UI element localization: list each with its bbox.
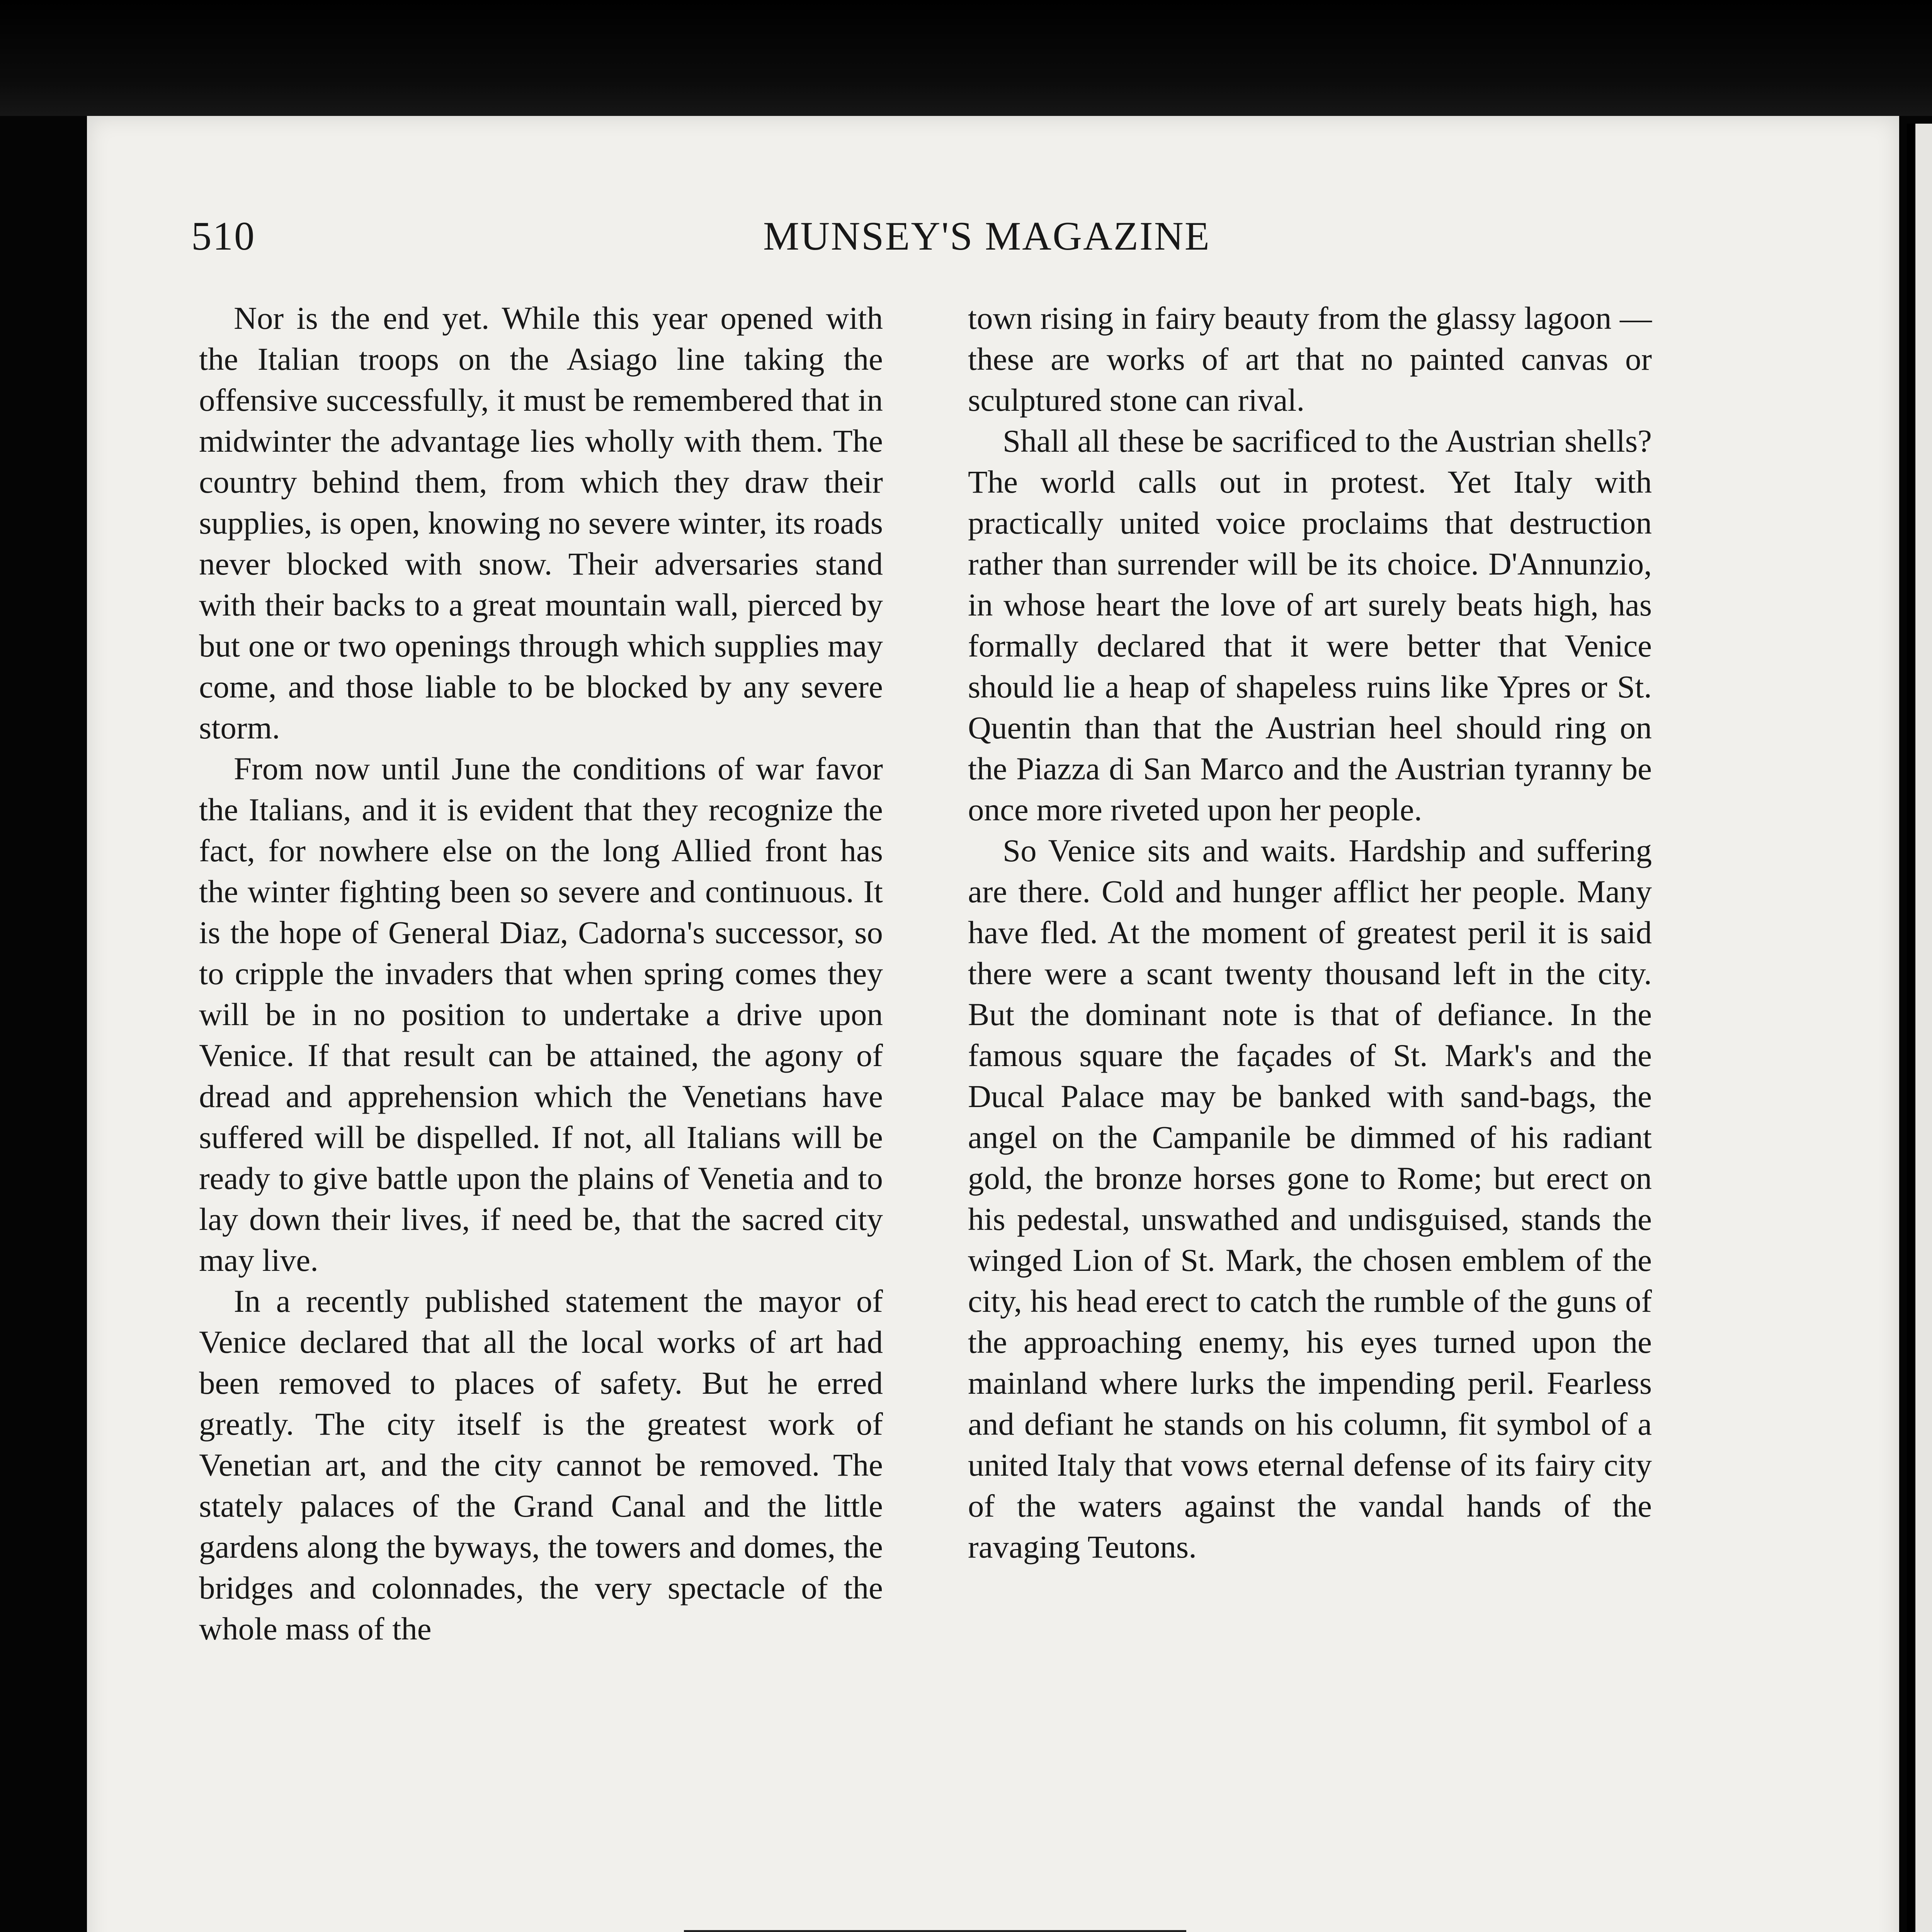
- magazine-title: MUNSEY'S MAGAZINE: [763, 213, 1211, 259]
- paragraph: In a recently published statement the mayor of Venice declared that all the local works of art had been removed to places of safety. But he erred greatly. The city itself is the greatest work of Venetian art, and the city cannot be removed. The stately palaces of the Grand Canal and the little gardens along the byways, the towers and domes, the bridges and colonnades, the very spectacle of the whole mass of the: [199, 1283, 883, 1646]
- running-head: [191, 213, 1776, 270]
- magazine-page: [87, 116, 1899, 1932]
- left-column: [199, 298, 883, 1649]
- paragraph: So Venice sits and waits. Hardship and suffering are there. Cold and hunger afflict her people. Many have fled. At the moment of greatest peril it is said there were a scant twenty thousand left in the city. But the dominant note is that of defiance. In the famous square the façades of St. Mark's and the Ducal Palace may be banked with sand-bags, the angel on the Campanile be dimmed of his radiant gold, the bronze horses gone to Rome; but erect on his pedestal, unswathed and undisguised, stands the winged Lion of St. Mark, the chosen emblem of the city, his head erect to catch the rumble of the guns of the approaching enemy, his eyes turned upon the mainland where lurks the impending peril. Fearless and defiant he stands on his column, fit symbol of a united Italy that vows eternal defense of its fairy city of the waters against the vandal hands of the ravaging Teutons.: [968, 833, 1652, 1565]
- scan-border-top: [0, 0, 1932, 116]
- paragraph-continuation: town rising in fairy beauty from the glassy lagoon — these are works of art that no painted canvas or sculptured stone can rival.: [968, 300, 1652, 418]
- paragraph: Shall all these be sacrificed to the Austrian shells? The world calls out in protest. Yet Italy with practically united voice proclaims that destruction rather than surrender will be its choice. D'Annunzio, in whose heart the love of art surely beats high, has formally declared that it were better that Venice should lie a heap of shapeless ruins like Ypres or St. Quentin than that the Austrian heel should ring on the Piazza di San Marco and the Austrian tyranny be once more riveted upon her people.: [968, 423, 1652, 827]
- paragraph: Nor is the end yet. While this year opened with the Italian troops on the Asiago line taking the offensive successfully, it must be remembered that in midwinter the advantage lies wholly with them. The country behind them, from which they draw their supplies, is open, knowing no severe winter, its roads never blocked with snow. Their adversaries stand with their backs to a great mountain wall, pierced by but one or two openings through which supplies may come, and those liable to be blocked by any severe storm.: [199, 300, 883, 745]
- right-column: [968, 298, 1652, 1567]
- page-number: 510: [191, 213, 256, 259]
- paragraph: From now until June the conditions of war favor the Italians, and it is evident that they recognize the fact, for nowhere else on the long Allied front has the winter fighting been so severe and continuous. It is the hope of General Diaz, Cadorna's successor, so to cripple the invaders that when spring comes they will be in no position to undertake a drive upon Venice. If that result can be attained, the agony of dread and apprehension which the Venetians have suffered will be dispelled. If not, all Italians will be ready to give battle upon the plains of Venetia and to lay down their lives, if need be, that the sacred city may live.: [199, 751, 883, 1278]
- section-divider: [684, 1930, 1186, 1932]
- next-page-edge: [1907, 124, 1932, 1932]
